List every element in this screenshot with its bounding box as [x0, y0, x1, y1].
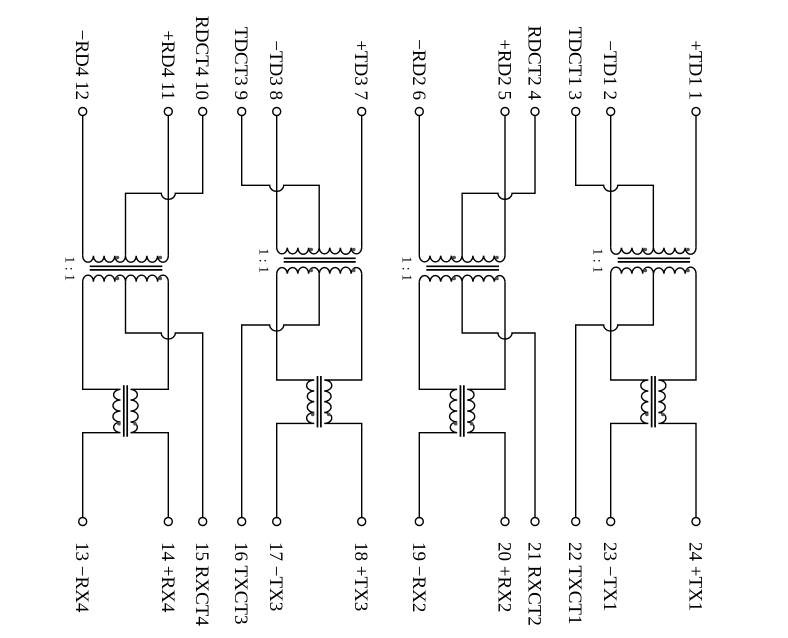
pin-terminal-11	[164, 108, 172, 116]
wire	[462, 116, 535, 256]
polarity-dot	[686, 248, 690, 252]
pin-label-12: −RD4 12	[71, 29, 93, 100]
pin-label-24: 24 +TX1	[684, 542, 706, 612]
wire	[419, 275, 505, 282]
pin-terminal-8	[273, 108, 281, 116]
polarity-dot	[309, 269, 313, 273]
wire	[277, 274, 315, 518]
pin-terminal-7	[358, 108, 366, 116]
polarity-dot	[495, 256, 499, 260]
wire	[467, 282, 505, 518]
pin-label-23: 23 −TX1	[599, 542, 621, 612]
polarity-dot	[645, 413, 649, 417]
turns-ratio-label: 1 : 1	[255, 248, 271, 274]
pin-label-9: TDCT3 9	[230, 26, 252, 100]
pin-label-18: 18 +TX3	[350, 542, 372, 612]
polarity-dot	[352, 248, 356, 252]
polarity-dot	[159, 277, 163, 281]
polarity-dot	[327, 413, 331, 417]
polarity-dot	[495, 277, 499, 281]
pin-label-16: 16 TXCT3	[230, 542, 252, 625]
wire	[576, 116, 654, 248]
wire	[419, 282, 457, 518]
pin-terminal-22	[572, 518, 580, 526]
pin-terminal-16	[238, 518, 246, 526]
wire	[611, 267, 696, 274]
pin-label-2: −TD1 2	[599, 40, 621, 100]
pin-label-4: RDCT2 4	[523, 25, 545, 100]
polarity-dot	[661, 413, 665, 417]
pin-label-5: +RD2 5	[493, 39, 515, 100]
pin-terminal-3	[572, 108, 580, 116]
polarity-dot	[470, 422, 474, 426]
transformer-core	[284, 258, 356, 262]
pin-label-6: −RD2 6	[407, 39, 429, 100]
wire	[324, 274, 362, 518]
polarity-dot	[116, 277, 120, 281]
channel-block-1	[62, 16, 213, 626]
pin-label-14: 14 +RX4	[156, 542, 178, 613]
pin-terminal-9	[238, 108, 246, 116]
channel-block-3	[398, 26, 544, 626]
pin-label-10: RDCT4 10	[191, 16, 213, 100]
pin-label-21: 21 RXCT2	[523, 542, 545, 626]
wire	[658, 274, 696, 518]
pin-terminal-24	[692, 518, 700, 526]
turns-ratio-label: 1 : 1	[589, 248, 605, 274]
polarity-dot	[644, 269, 648, 273]
pin-terminal-4	[531, 108, 539, 116]
pin-terminal-6	[415, 108, 423, 116]
wire	[83, 275, 169, 282]
polarity-dot	[452, 277, 456, 281]
polarity-dot	[352, 269, 356, 273]
wire	[131, 282, 169, 518]
pin-label-13: 13 −RX4	[71, 542, 93, 613]
pin-terminal-10	[199, 108, 207, 116]
polarity-dot	[116, 256, 120, 260]
pin-terminal-23	[607, 518, 615, 526]
pin-label-7: +TD3 7	[350, 40, 372, 100]
pin-label-1: +TD1 1	[684, 40, 706, 100]
wire	[462, 282, 535, 518]
wire	[277, 267, 362, 274]
channel-block-2	[230, 27, 371, 625]
polarity-dot	[454, 422, 458, 426]
turns-ratio-label: 1 : 1	[398, 256, 414, 282]
wire	[126, 116, 203, 256]
pin-terminal-5	[501, 108, 509, 116]
pin-terminal-1	[692, 108, 700, 116]
transformer-core	[618, 258, 690, 262]
wire	[126, 282, 203, 518]
pin-terminal-18	[358, 518, 366, 526]
polarity-dot	[311, 413, 315, 417]
pin-terminal-21	[531, 518, 539, 526]
transformer-core	[426, 266, 499, 270]
choke-core	[318, 376, 321, 427]
pin-terminal-13	[79, 518, 87, 526]
pin-terminal-17	[273, 518, 281, 526]
pin-label-19: 19 −RX2	[407, 542, 429, 613]
pin-label-3: TDCT1 3	[564, 26, 586, 100]
pin-terminal-19	[415, 518, 423, 526]
pin-terminal-14	[164, 518, 172, 526]
polarity-dot	[309, 248, 313, 252]
pin-label-22: 22 TXCT1	[564, 542, 586, 625]
pin-terminal-20	[501, 518, 509, 526]
wire	[83, 256, 169, 263]
choke-core	[652, 376, 655, 427]
wire	[242, 116, 320, 248]
pin-terminal-2	[607, 108, 615, 116]
polarity-dot	[133, 422, 137, 426]
wire	[83, 282, 121, 518]
polarity-dot	[686, 269, 690, 273]
pin-label-15: 15 RXCT4	[191, 542, 213, 626]
wire	[419, 256, 505, 263]
choke-core	[124, 385, 127, 436]
polarity-dot	[644, 248, 648, 252]
pin-label-8: −TD3 8	[265, 40, 287, 100]
turns-ratio-label: 1 : 1	[61, 256, 77, 282]
wire	[611, 248, 696, 255]
polarity-dot	[452, 256, 456, 260]
transformer-core	[90, 266, 163, 270]
channel-block-4	[564, 27, 705, 625]
polarity-dot	[117, 422, 121, 426]
pin-terminal-12	[79, 108, 87, 116]
wire	[611, 274, 649, 518]
pin-label-11: +RD4 11	[156, 30, 178, 100]
polarity-dot	[159, 256, 163, 260]
pin-label-17: 17 −TX3	[265, 542, 287, 612]
choke-core	[460, 385, 463, 436]
pin-label-20: 20 +RX2	[493, 542, 515, 613]
wire	[277, 248, 362, 255]
pin-terminal-15	[199, 518, 207, 526]
